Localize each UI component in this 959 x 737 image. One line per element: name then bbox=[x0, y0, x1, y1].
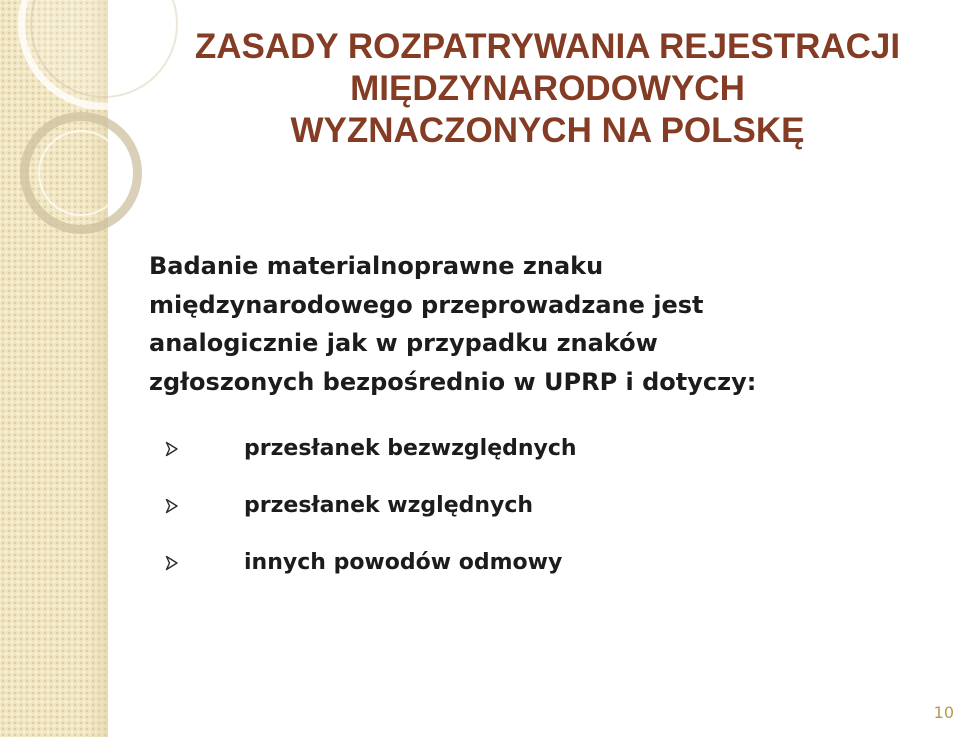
bullet-text: przesłanek bezwzględnych bbox=[244, 436, 577, 461]
body-paragraph bbox=[149, 247, 939, 401]
arrow-bullet-icon bbox=[165, 498, 244, 514]
title-line-1: ZASADY ROZPATRYWANIA REJESTRACJI bbox=[194, 27, 901, 66]
body-line-2: międzynarodowego przeprowadzane jest bbox=[149, 290, 704, 319]
page-number: 10 bbox=[933, 703, 954, 722]
side-band-shadow bbox=[88, 0, 107, 737]
title-line-2: MIĘDZYNARODOWYCH bbox=[350, 69, 745, 108]
bullet-item-other-refusal-reasons bbox=[165, 534, 577, 591]
bullet-item-relative-grounds bbox=[165, 477, 577, 534]
body-line-1: Badanie materialnoprawne znaku bbox=[149, 252, 604, 280]
bullet-item-absolute-grounds bbox=[165, 420, 577, 477]
arrow-bullet-icon bbox=[165, 441, 244, 457]
slide-title bbox=[140, 26, 955, 152]
bullet-list bbox=[165, 420, 577, 591]
title-line-3: WYZNACZONYCH NA POLSKĘ bbox=[290, 111, 805, 150]
decorative-ring-middle-inner bbox=[38, 130, 124, 216]
bullet-text: przesłanek względnych bbox=[244, 493, 534, 518]
body-line-3: analogicznie jak w przypadku znaków bbox=[149, 329, 658, 357]
body-line-4: zgłoszonych bezpośrednio w UPRP i dotyczy: bbox=[149, 367, 757, 396]
bullet-text: innych powodów odmowy bbox=[244, 550, 563, 575]
arrow-bullet-icon bbox=[165, 555, 244, 571]
